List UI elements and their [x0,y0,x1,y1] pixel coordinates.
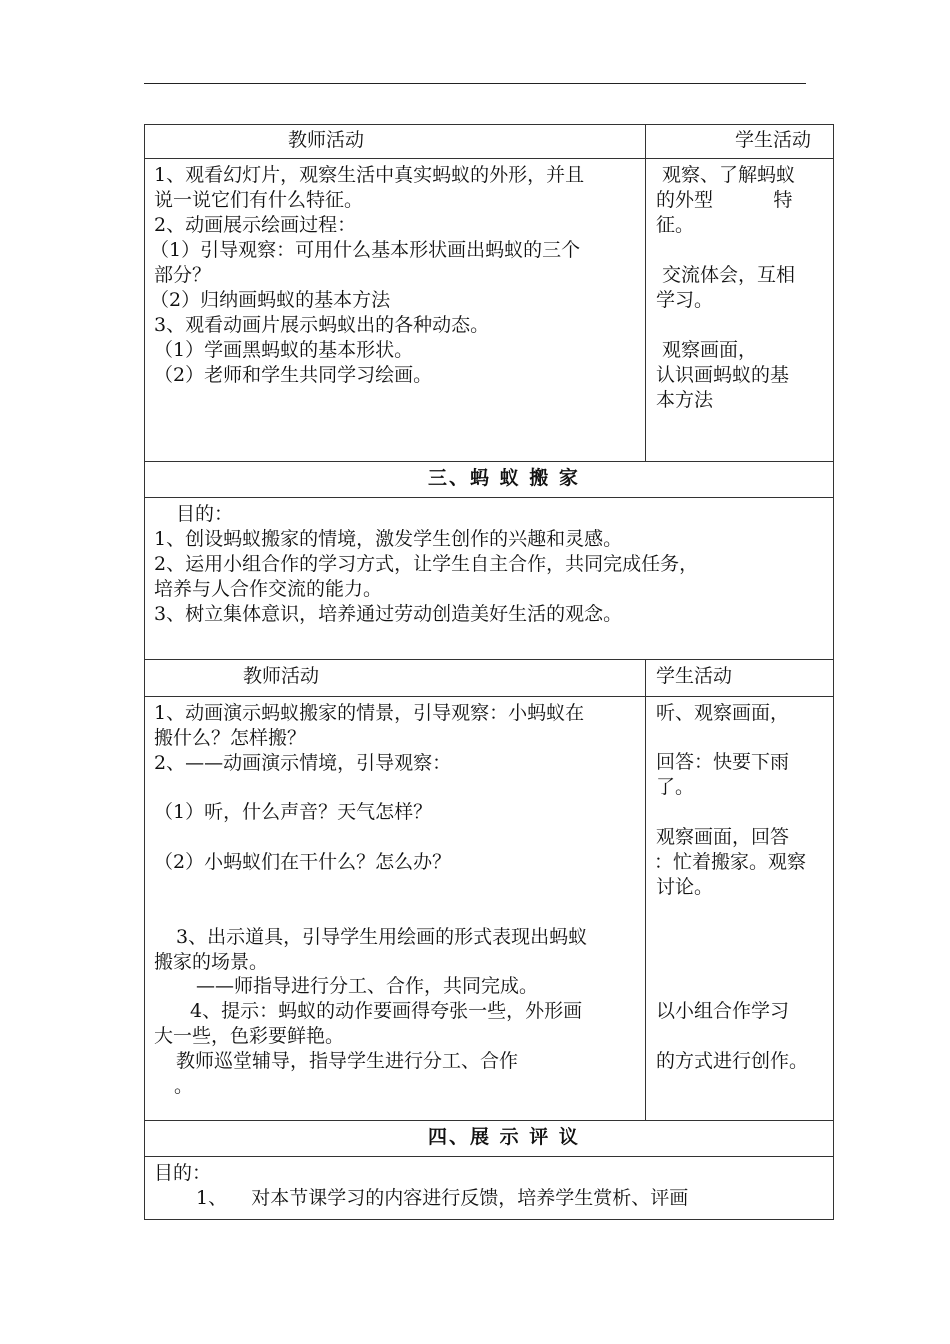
text-line: 学习。 [656,289,714,311]
text-line: 1、 对本节课学习的内容进行反馈，培养学生赏析、评画 [196,1187,689,1209]
text-line: 4、提示：蚂蚁的动作要画得夸张一些，外形画 [190,1000,583,1022]
text-line: 的方式进行创作。 [656,1050,809,1072]
text-line: 搬家的场景。 [154,951,269,973]
text-line: 征。 [656,214,695,236]
header-rule [144,83,806,84]
text-line: 部分？ [154,264,212,286]
text-line: 以小组合作学习 [656,1000,790,1022]
text-line: 的外型 特 [656,189,793,211]
text-line: 搬什么？怎样搬？ [154,727,307,749]
text-line: 听、观察画面， [656,702,790,724]
text-line: ：忙着搬家。观察 [654,851,807,873]
student-activity-header: 学生活动 [656,665,733,687]
text-line: 了。 [656,776,695,798]
section3-title: 三、蚂 蚁 搬 家 [428,467,580,489]
text-line: （1）学画黑蚂蚁的基本形状。 [154,339,414,361]
text-line: 教师巡堂辅导，指导学生进行分工、合作 [176,1050,519,1072]
text-line: 认识画蚂蚁的基 [656,364,790,386]
text-line: 3、出示道具，引导学生用绘画的形式表现出蚂蚁 [176,926,588,948]
text-line: 3、观看动画片展示蚂蚁出的各种动态。 [154,314,490,336]
student-activity-header: 学生活动 [735,129,812,151]
text-line: （1）引导观察：可用什么基本形状画出蚂蚁的三个 [150,239,581,261]
text-line: 说一说它们有什么特征。 [154,189,364,211]
text-line: 回答：快要下雨 [656,751,790,773]
teacher-activity-header: 教师活动 [243,665,320,687]
text-line: 交流体会，互相 [656,264,796,286]
text-line: 2、运用小组合作的学习方式，让学生自主合作，共同完成任务， [154,553,699,575]
section4-title: 四、展 示 评 议 [428,1126,580,1148]
text-line: 大一些，色彩要鲜艳。 [154,1025,345,1047]
text-line: 1、创设蚂蚁搬家的情境，激发学生创作的兴趣和灵感。 [154,528,623,550]
text-line: 观察、了解蚂蚁 [656,164,796,186]
text-line: 目的： [154,1162,212,1184]
text-line: 培养与人合作交流的能力。 [154,578,383,600]
text-line: （1）听，什么声音？天气怎样？ [154,801,433,823]
text-line: （2）归纳画蚂蚁的基本方法 [150,289,391,311]
teacher-activity-header: 教师活动 [288,129,365,151]
text-line: （2）老师和学生共同学习绘画。 [154,364,433,386]
text-line: 2、——动画演示情境，引导观察： [154,752,452,774]
text-line: 本方法 [656,389,714,411]
text-line: 1、观看幻灯片，观察生活中真实蚂蚁的外形，并且 [154,164,585,186]
text-line: （2）小蚂蚁们在干什么？怎么办？ [154,851,452,873]
text-line: 观察画面， [656,339,758,361]
text-line: 1、动画演示蚂蚁搬家的情景，引导观察：小蚂蚁在 [154,702,585,724]
text-line: 讨论。 [656,876,714,898]
text-line: 。 [174,1075,194,1097]
text-line: ——师指导进行分工、合作，共同完成。 [196,975,539,997]
text-line: 2、动画展示绘画过程： [154,214,357,236]
text-line: 目的： [176,503,234,525]
text-line: 3、树立集体意识，培养通过劳动创造美好生活的观念。 [154,603,623,625]
text-line: 观察画面，回答 [656,826,790,848]
